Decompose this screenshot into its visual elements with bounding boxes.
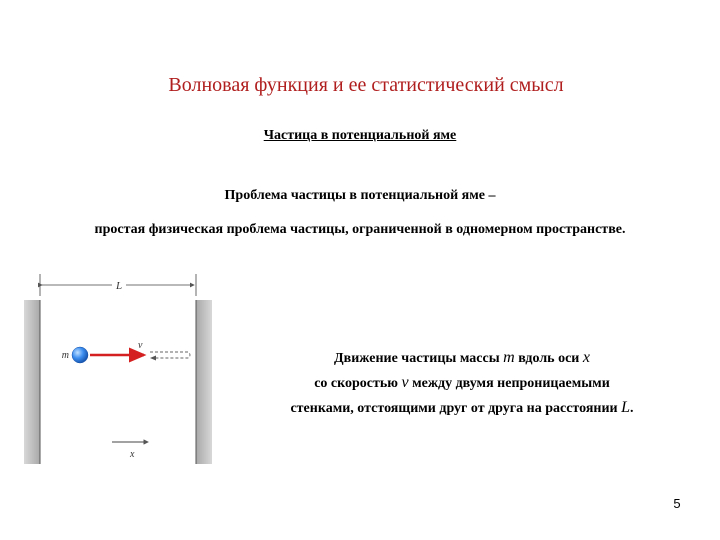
width-label: L [115, 280, 123, 292]
intro-line-1: Проблема частицы в потенциальной яме – [224, 188, 496, 203]
page-number: 5 [673, 496, 681, 511]
caption-text: . [630, 401, 634, 416]
caption-text: стенками, отстоящими друг от друга на расстоянии [290, 401, 622, 416]
intro-line-2: простая физическая проблема частицы, ограниченной в одномерном пространстве. [94, 222, 626, 237]
caption-text: между двумя непроницаемыми [408, 376, 610, 391]
slide-title: Волновая функция и ее статистический смысл [168, 74, 564, 96]
right-wall [196, 300, 212, 464]
well-interior [40, 300, 196, 464]
caption-text: вдоль оси [514, 351, 583, 366]
particle [72, 347, 88, 363]
caption-line-3 [222, 396, 702, 421]
figure-caption [222, 346, 702, 421]
mass-label: m [61, 350, 69, 361]
caption-symbol-m: m [503, 349, 515, 366]
caption-symbol-x: x [582, 349, 590, 366]
caption-line-1 [222, 346, 702, 371]
potential-well-figure [20, 266, 220, 466]
x-axis-label: x [130, 449, 135, 460]
caption-symbol-L: L [621, 399, 631, 416]
caption-text: Движение частицы массы [334, 351, 504, 366]
caption-line-2 [222, 371, 702, 396]
velocity-label: v [138, 340, 143, 351]
left-wall [24, 300, 40, 464]
caption-symbol-v: v [401, 374, 409, 391]
slide-subtitle: Частица в потенциальной яме [263, 128, 457, 143]
caption-text: со скоростью [314, 376, 402, 391]
